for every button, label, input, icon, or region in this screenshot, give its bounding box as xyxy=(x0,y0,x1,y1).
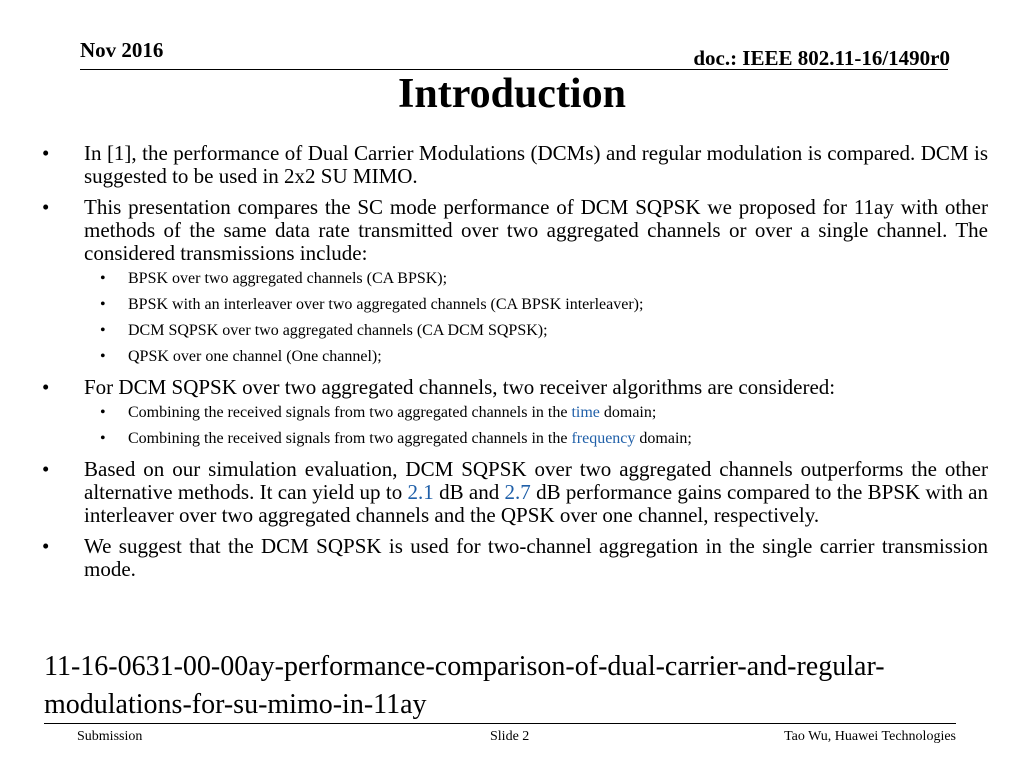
list-item-text: Combining the received signals from two aggregated channels in the xyxy=(128,404,572,421)
list-item: • BPSK over two aggregated channels (CA BPSK); xyxy=(42,269,988,288)
list-item-text: domain; xyxy=(599,404,657,421)
slide-title: Introduction xyxy=(398,71,626,117)
header-date: Nov 2016 xyxy=(80,38,164,62)
bullet-presentation: • This presentation compares the SC mode performance of DCM SQPSK we proposed for 11ay with other methods of the same data rate transmitted over two aggregated channels or over a single channel. The considered transmissions include: xyxy=(42,196,988,265)
bullet-text: dB and xyxy=(433,480,505,504)
footer-author: Tao Wu, Huawei Technologies xyxy=(784,729,956,744)
list-item-text: Combining the received signals from two aggregated channels in the xyxy=(128,430,572,447)
slide-body xyxy=(42,142,988,589)
highlight-frequency: frequency xyxy=(571,430,636,447)
list-item xyxy=(42,429,988,448)
gain-value-qpsk: 2.7 xyxy=(504,480,531,504)
bullet-receiver-algorithms: • For DCM SQPSK over two aggregated channels, two receiver algorithms are considered: xyxy=(42,376,988,399)
list-item: • DCM SQPSK over two aggregated channels (CA DCM SQPSK); xyxy=(42,321,988,340)
bullet-text: dB performance gains compared to the BPSK with an interleaver over two aggregated channels and the QPSK over one channel, respectively. xyxy=(84,480,988,527)
document-filename: 11-16-0631-00-00ay-performance-comparison-of-dual-carrier-and-regular-modulations-for-su-mimo-in-11ay xyxy=(44,651,885,720)
algorithms-list xyxy=(42,403,988,448)
footer-submission: Submission xyxy=(77,729,143,744)
footer-slide-number: Slide 2 xyxy=(490,729,530,744)
bullet-intro: • In [1], the performance of Dual Carrier Modulations (DCMs) and regular modulation is compared. DCM is suggested to be used in 2x2 SU MIMO. xyxy=(42,142,988,188)
bullet-text: Based on our simulation evaluation, DCM SQPSK over two aggregated channels outperforms the other alternative methods. It can yield up to xyxy=(84,457,988,504)
highlight-time: time xyxy=(571,404,600,421)
list-item: • BPSK with an interleaver over two aggregated channels (CA BPSK interleaver); xyxy=(42,295,988,314)
gain-value-interleaver: 2.1 xyxy=(407,480,434,504)
footer-divider xyxy=(44,723,956,724)
list-item xyxy=(42,403,988,422)
bullet-suggestion: • We suggest that the DCM SQPSK is used for two-channel aggregation in the single carrier transmission mode. xyxy=(42,535,988,581)
transmissions-list xyxy=(42,269,988,366)
list-item: • QPSK over one channel (One channel); xyxy=(42,347,988,366)
bullet-simulation-results xyxy=(42,458,988,527)
header-doc-id: doc.: IEEE 802.11-16/1490r0 xyxy=(693,46,950,70)
list-item-text: domain; xyxy=(635,430,692,447)
